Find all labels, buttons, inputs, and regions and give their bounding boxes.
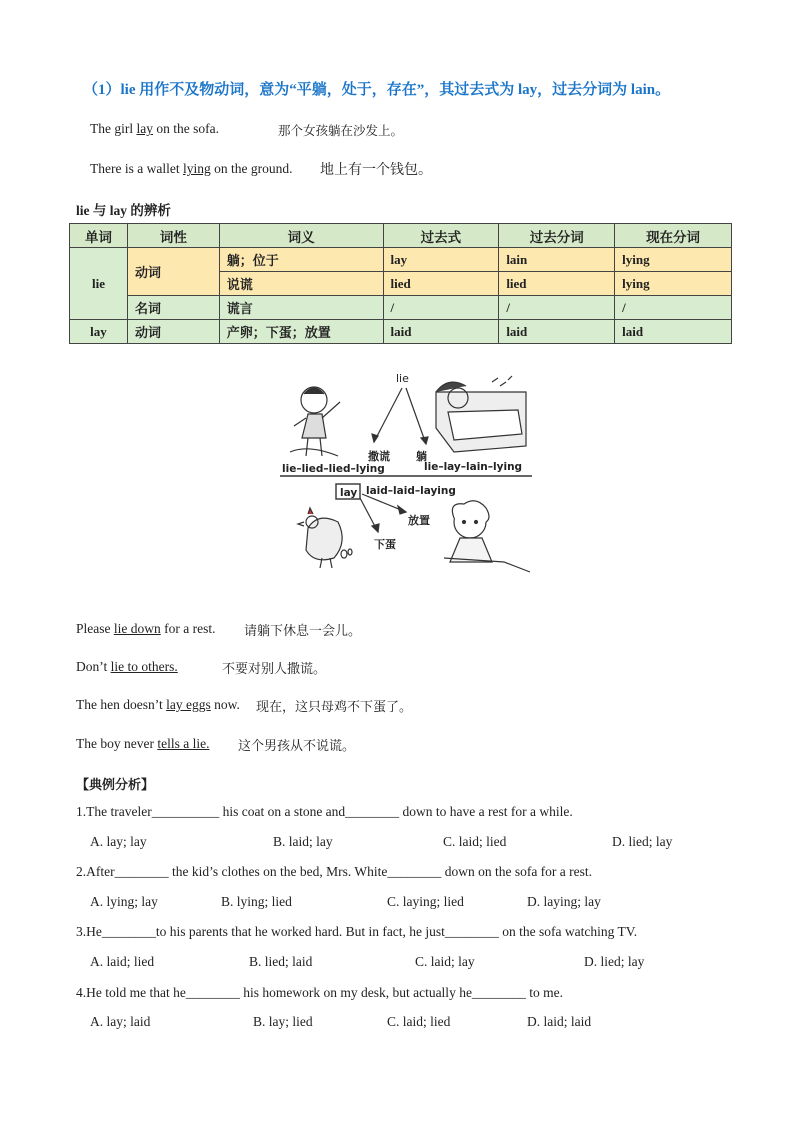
- header-past: 过去式: [383, 224, 499, 248]
- underlined-phrase: lie down: [113, 621, 161, 636]
- usage-translation-3: 现在，这只母鸡不下蛋了。: [256, 700, 413, 715]
- underlined-phrase: tells a lie.: [157, 736, 210, 751]
- past-cell: lay: [383, 248, 499, 272]
- option-3c[interactable]: C. laid; lay: [415, 954, 475, 969]
- sentence-text: on the ground.: [210, 161, 293, 176]
- lie-lay-illustration: [278, 372, 534, 578]
- header-pos: 词性: [127, 224, 219, 248]
- option-3a[interactable]: A. laid; lied: [90, 954, 155, 969]
- example-translation-1: 那个女孩躺在沙发上。: [278, 123, 404, 138]
- underlined-phrase: lay eggs: [166, 697, 211, 712]
- illus-lie-lying-label: 撒谎: [368, 450, 390, 463]
- option-2d[interactable]: D. laying; lay: [527, 894, 601, 909]
- question-3: 3.He________to his parents that he worked hard. But in fact, he just________ on the sofa watching TV.: [76, 924, 638, 939]
- illus-forms-lay: laid–laid–laying: [366, 485, 456, 497]
- sentence-text: Please: [76, 621, 114, 636]
- option-2a[interactable]: A. lying; lay: [90, 894, 158, 909]
- pos-cell-verb: 动词: [127, 320, 219, 344]
- example-translation-2: 地上有一个钱包。: [320, 162, 432, 178]
- option-3b[interactable]: B. lied; laid: [249, 954, 313, 969]
- present-participle-cell: lying: [615, 248, 732, 272]
- present-participle-cell: laid: [615, 320, 732, 344]
- option-4b[interactable]: B. lay; lied: [253, 1014, 313, 1029]
- header-past-participle: 过去分词: [499, 224, 615, 248]
- usage-sentence-2: [76, 659, 178, 675]
- sentence-text: There is a wallet: [90, 161, 183, 176]
- usage-sentence-3: [76, 697, 240, 713]
- past-participle-cell: /: [499, 296, 615, 320]
- illus-lay-egg-label: 下蛋: [374, 538, 396, 551]
- header-word: 单词: [70, 224, 128, 248]
- underlined-word: lay: [136, 121, 153, 136]
- option-2c[interactable]: C. laying; lied: [387, 894, 464, 909]
- question-2: 2.After________ the kid’s clothes on the bed, Mrs. White________ down on the sofa for a rest.: [76, 864, 593, 879]
- word-cell-lie: lie: [70, 248, 128, 320]
- illus-forms-lie-lay: lie–lay–lain–lying: [424, 461, 523, 473]
- option-1b[interactable]: B. laid; lay: [273, 834, 333, 849]
- present-participle-cell: /: [615, 296, 732, 320]
- pos-cell-verb: 动词: [127, 248, 219, 296]
- sentence-text: now.: [210, 697, 240, 712]
- meaning-cell: 说谎: [219, 272, 383, 296]
- option-4a[interactable]: A. lay; laid: [90, 1014, 151, 1029]
- usage-translation-4: 这个男孩从不说谎。: [238, 739, 356, 754]
- example-sentence-1: [90, 121, 219, 137]
- option-4d[interactable]: D. laid; laid: [527, 1014, 592, 1029]
- table-row: [70, 296, 732, 320]
- past-participle-cell: lied: [499, 272, 615, 296]
- past-participle-cell: laid: [499, 320, 615, 344]
- table-header-row: [70, 224, 732, 248]
- present-participle-cell: lying: [615, 272, 732, 296]
- past-cell: laid: [383, 320, 499, 344]
- option-1a[interactable]: A. lay; lay: [90, 834, 147, 849]
- option-1d[interactable]: D. lied; lay: [612, 834, 673, 849]
- header-present-participle: 现在分词: [615, 224, 732, 248]
- usage-sentence-1: [76, 621, 215, 637]
- meaning-cell: 谎言: [219, 296, 383, 320]
- illus-lie-label: lie: [396, 372, 409, 385]
- past-cell: /: [383, 296, 499, 320]
- usage-translation-2: 不要对别人撒谎。: [222, 662, 327, 677]
- analysis-title: 【典例分析】: [76, 778, 155, 793]
- meaning-cell: 产卵；下蛋；放置: [219, 320, 383, 344]
- illus-lay-label: lay: [340, 487, 358, 499]
- question-1: 1.The traveler__________ his coat on a stone and________ down to have a rest for a while.: [76, 804, 573, 819]
- pos-cell-noun: 名词: [127, 296, 219, 320]
- table-row: [70, 248, 732, 272]
- sentence-text: The girl: [90, 121, 137, 136]
- option-4c[interactable]: C. laid; lied: [387, 1014, 451, 1029]
- sentence-text: The hen doesn’t: [76, 697, 167, 712]
- sentence-text: on the sofa.: [153, 121, 219, 136]
- section-heading: （1）lie 用作不及物动词，意为“平躺，处于，存在”，其过去式为 lay，过去分词为 lain。: [83, 82, 671, 98]
- underlined-phrase: lie to others.: [110, 659, 178, 674]
- sentence-text: for a rest.: [160, 621, 216, 636]
- example-sentence-2: [90, 161, 292, 177]
- option-2b[interactable]: B. lying; lied: [221, 894, 292, 909]
- past-participle-cell: lain: [499, 248, 615, 272]
- option-1c[interactable]: C. laid; lied: [443, 834, 507, 849]
- illus-lay-put-label: 放置: [408, 514, 430, 527]
- question-4: 4.He told me that he________ his homework on my desk, but actually he________ to me.: [76, 985, 564, 1000]
- illus-lie-down-label: 躺: [416, 450, 427, 463]
- sentence-text: The boy never: [76, 736, 158, 751]
- word-cell-lay: lay: [70, 320, 128, 344]
- table-title: lie 与 lay 的辨析: [76, 203, 171, 218]
- usage-translation-1: 请躺下休息一会儿。: [244, 624, 362, 639]
- header-meaning: 词义: [219, 224, 383, 248]
- meaning-cell: 躺；位于: [219, 248, 383, 272]
- usage-sentence-4: [76, 736, 209, 752]
- table-row: [70, 320, 732, 344]
- illus-forms-lie-lied: lie–lied–lied–lying: [282, 463, 385, 475]
- lie-lay-comparison-table: [69, 223, 732, 344]
- underlined-word: lying: [182, 161, 211, 176]
- sentence-text: Don’t: [76, 659, 111, 674]
- past-cell: lied: [383, 272, 499, 296]
- option-3d[interactable]: D. lied; lay: [584, 954, 645, 969]
